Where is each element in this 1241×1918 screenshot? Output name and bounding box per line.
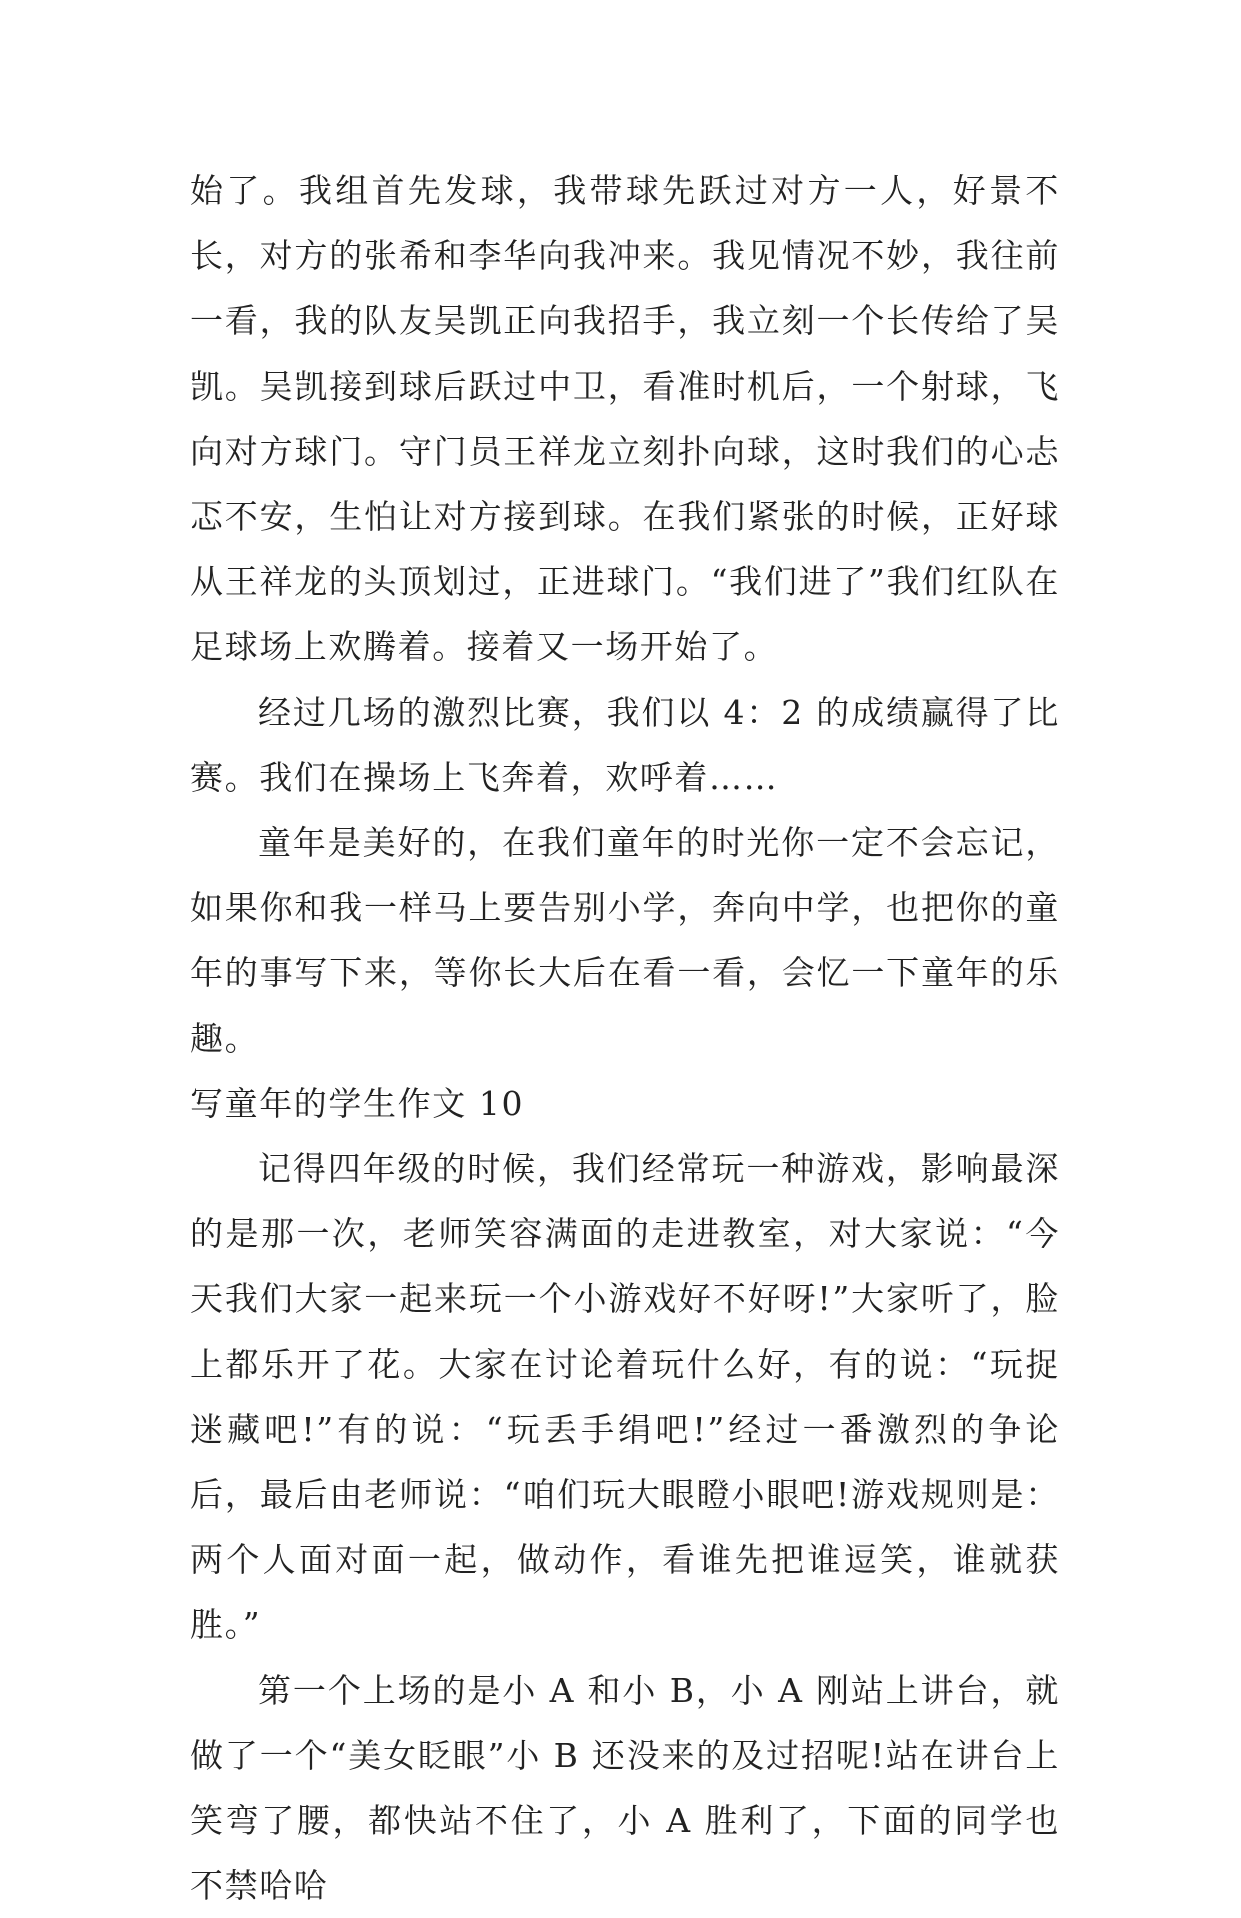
paragraph-match-result: 经过几场的激烈比赛，我们以 4：2 的成绩赢得了比赛。我们在操场上飞奔着，欢呼着…… xyxy=(190,692,1060,797)
essay-heading: 写童年的学生作文 10 xyxy=(190,1083,525,1123)
paragraph-first-round: 第一个上场的是小 A 和小 B，小 A 刚站上讲台，就做了一个“美女眨眼”小 B 还没来的及过招呢!站在讲台上笑弯了腰，都快站不住了，小 A 胜利了，下面的同学也不禁哈哈 xyxy=(190,1670,1060,1906)
paragraph-game-intro: 记得四年级的时候，我们经常玩一种游戏，影响最深的是那一次，老师笑容满面的走进教室，对大家说：“今天我们大家一起来玩一个小游戏好不好呀!”大家听了，脸上都乐开了花。大家在讨论着玩什么好，有的说：“玩捉迷藏吧!”有的说：“玩丢手绢吧!”经过一番激烈的争论后，最后由老师说：“咱们玩大眼瞪小眼吧!游戏规则是：两个人面对面一起，做动作，看谁先把谁逗笑，谁就获胜。” xyxy=(190,1149,1060,1645)
paragraph-childhood-conclusion: 童年是美好的，在我们童年的时光你一定不会忘记，如果你和我一样马上要告别小学，奔向中学，也把你的童年的事写下来，等你长大后在看一看，会忆一下童年的乐趣。 xyxy=(190,823,1060,1058)
document-page xyxy=(190,158,1060,1918)
paragraph-continued: 始了。我组首先发球，我带球先跃过对方一人，好景不长，对方的张希和李华向我冲来。我见情况不妙，我往前一看，我的队友吴凯正向我招手，我立刻一个长传给了吴凯。吴凯接到球后跃过中卫，看准时机后，一个射球，飞向对方球门。守门员王祥龙立刻扑向球，这时我们的心忐忑不安，生怕让对方接到球。在我们紧张的时候，正好球从王祥龙的头顶划过，正进球门。“我们进了”我们红队在足球场上欢腾着。接着又一场开始了。 xyxy=(190,171,1060,667)
